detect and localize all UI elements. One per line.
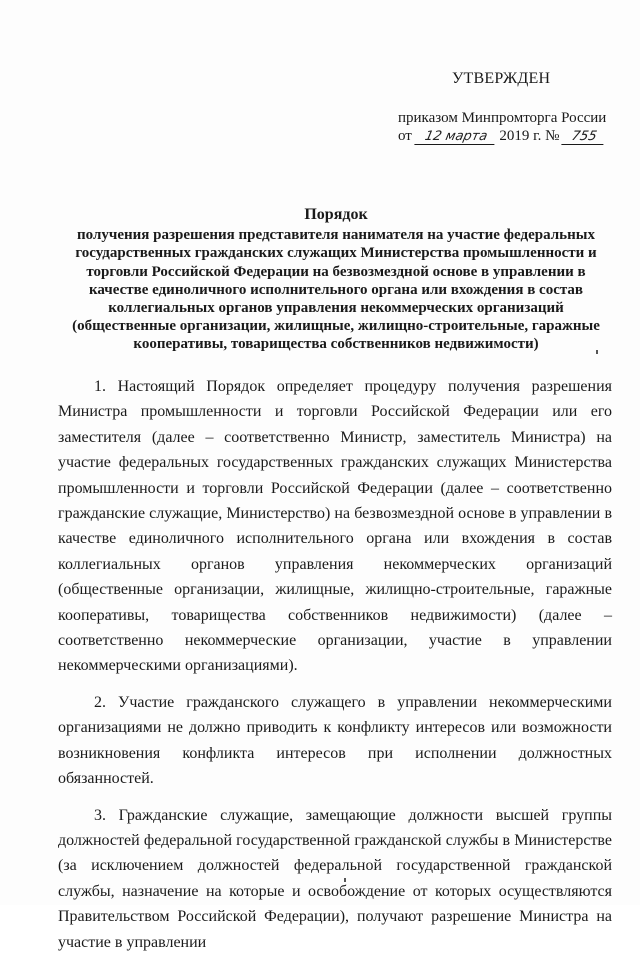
order-prefix: от: [398, 128, 412, 144]
handwritten-order-date: 12 марта: [414, 129, 497, 145]
document-body: [58, 374, 612, 966]
handwritten-order-number: 755: [561, 129, 606, 145]
paragraph-3: 3. Гражданские служащие, замещающие должности высшей группы должностей федеральной государственной гражданской службы в Министерстве (за исключением должностей федеральной государственной гражданской службы, назначение на которые и освобождение от которых осуществляются Правительством Российской Федерации), получают разрешение Министра на участие в управлении: [58, 806, 612, 951]
paragraph-1: 1. Настоящий Порядок определяет процедуру получения разрешения Министра промышленности и торговли Российской Федерации или его заместителя (далее – соответственно Министр, заместитель Министра) на участие федеральных государственных гражданских служащих Министерства промышленности и торговли Российской Федерации (далее – соответственно гражданские служащие, Министерство) на безвозмездной основе в управлении в качестве единоличного исполнительного органа или вхождения в состав коллегиальных органов управления некоммерческих организаций (общественные организации, жилищные, жилищно-строительные, гаражные кооперативы, товарищества собственников недвижимости) (далее – соответственно некоммерческие организации, участие в управлении некоммерческими организациями).: [58, 378, 612, 675]
order-date-number-line: [398, 128, 605, 145]
scan-speck: [596, 350, 598, 354]
order-year-label: 2019 г. №: [499, 128, 560, 144]
document-title: Порядок: [304, 206, 368, 223]
paragraph-2: 2. Участие гражданского служащего в управлении некоммерческими организациями не должно приводить к конфликту интересов или возможности возникновения конфликта интересов при исполнении должностных обязанностей.: [58, 693, 612, 788]
approval-stamp-heading: УТВЕРЖДЕН: [452, 70, 551, 87]
scan-speck: [344, 878, 346, 882]
document-title-block: [60, 206, 612, 354]
order-reference-line: приказом Минпромторга России: [398, 110, 607, 126]
document-subtitle: получения разрешения представителя нанимателя на участие федеральных государственных гражданских служащих Министерства промышленности и торговли Российской Федерации на безвозмездной основе в управлении в качестве единоличного исполнительного органа или вхождения в состав коллегиальных органов управления некоммерческих организаций (общественные организации, жилищные, жилищно-строительные, гаражные кооперативы, товарищества собственников недвижимости): [72, 227, 600, 353]
